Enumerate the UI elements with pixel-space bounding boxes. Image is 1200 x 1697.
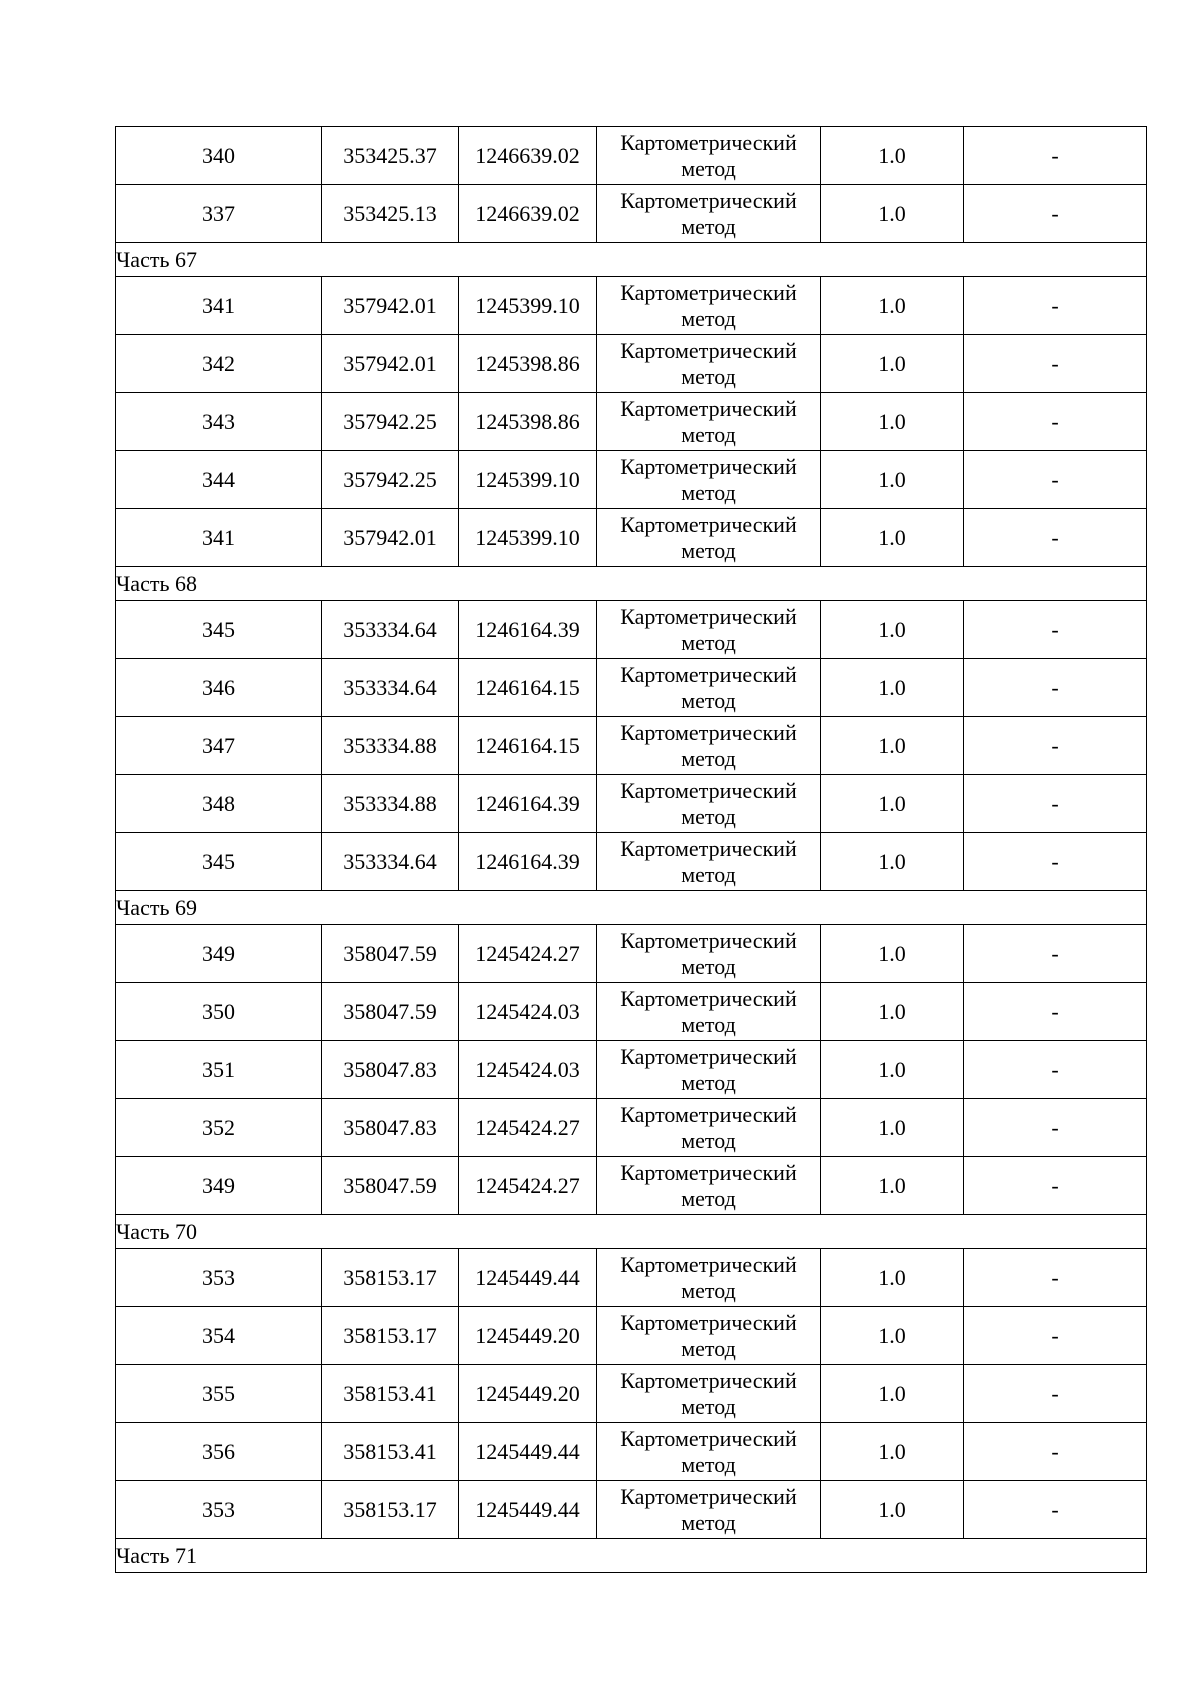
x-coordinate-cell: 353334.88 [322,717,459,775]
method-line1: Картометрический [620,719,797,745]
method-line2: метод [681,861,736,887]
point-number-cell: 337 [116,185,322,243]
method-line1: Картометрический [620,1251,797,1277]
part-label: Часть 68 [116,567,1147,601]
part-label: Часть 70 [116,1215,1147,1249]
method-line2: метод [681,745,736,771]
x-coordinate-cell: 358153.17 [322,1307,459,1365]
point-number-cell: 345 [116,601,322,659]
y-coordinate-cell: 1245399.10 [459,277,597,335]
point-row [116,983,1147,1041]
x-coordinate-cell: 353334.64 [322,659,459,717]
method-line2: метод [681,1335,736,1361]
precision-cell: 1.0 [821,717,964,775]
method-line1: Картометрический [620,927,797,953]
coordinates-table-body [116,127,1147,1573]
method-line1: Картометрический [620,453,797,479]
point-row [116,1249,1147,1307]
note-cell: - [964,833,1147,891]
note-cell: - [964,1157,1147,1215]
precision-cell: 1.0 [821,1481,964,1539]
method-line2: метод [681,213,736,239]
method-cell [597,659,821,717]
x-coordinate-cell: 358153.41 [322,1423,459,1481]
method-line1: Картометрический [620,279,797,305]
y-coordinate-cell: 1245424.03 [459,1041,597,1099]
point-row [116,185,1147,243]
point-row [116,717,1147,775]
method-line1: Картометрический [620,1367,797,1393]
y-coordinate-cell: 1245398.86 [459,335,597,393]
point-row [116,1099,1147,1157]
method-line1: Картометрический [620,1159,797,1185]
x-coordinate-cell: 357942.25 [322,393,459,451]
method-cell [597,983,821,1041]
part-header-row [116,567,1147,601]
precision-cell: 1.0 [821,1307,964,1365]
y-coordinate-cell: 1245424.27 [459,925,597,983]
method-cell [597,601,821,659]
method-line2: метод [681,687,736,713]
method-cell [597,717,821,775]
precision-cell: 1.0 [821,451,964,509]
note-cell: - [964,925,1147,983]
y-coordinate-cell: 1245449.44 [459,1249,597,1307]
y-coordinate-cell: 1246164.15 [459,717,597,775]
method-line1: Картометрический [620,129,797,155]
method-line1: Картометрический [620,337,797,363]
x-coordinate-cell: 358047.59 [322,925,459,983]
precision-cell: 1.0 [821,1157,964,1215]
point-row [116,775,1147,833]
method-cell [597,127,821,185]
x-coordinate-cell: 358153.17 [322,1249,459,1307]
method-cell [597,335,821,393]
point-row [116,1481,1147,1539]
note-cell: - [964,451,1147,509]
method-line2: метод [681,1011,736,1037]
point-row [116,1365,1147,1423]
precision-cell: 1.0 [821,659,964,717]
method-line2: метод [681,1451,736,1477]
method-line1: Картометрический [620,603,797,629]
point-row [116,601,1147,659]
precision-cell: 1.0 [821,509,964,567]
method-line1: Картометрический [620,1043,797,1069]
method-line1: Картометрический [620,511,797,537]
point-row [116,659,1147,717]
part-header-row [116,1215,1147,1249]
method-cell [597,1365,821,1423]
note-cell: - [964,659,1147,717]
method-cell [597,925,821,983]
method-line2: метод [681,305,736,331]
method-cell [597,1481,821,1539]
point-row [116,335,1147,393]
point-row [116,509,1147,567]
point-row [116,127,1147,185]
y-coordinate-cell: 1246164.39 [459,833,597,891]
method-line1: Картометрический [620,985,797,1011]
note-cell: - [964,335,1147,393]
x-coordinate-cell: 358153.17 [322,1481,459,1539]
x-coordinate-cell: 357942.01 [322,277,459,335]
y-coordinate-cell: 1246164.15 [459,659,597,717]
method-line2: метод [681,363,736,389]
note-cell: - [964,775,1147,833]
point-row [116,925,1147,983]
y-coordinate-cell: 1246639.02 [459,185,597,243]
precision-cell: 1.0 [821,393,964,451]
y-coordinate-cell: 1245424.27 [459,1157,597,1215]
point-row [116,1307,1147,1365]
point-number-cell: 355 [116,1365,322,1423]
x-coordinate-cell: 353334.64 [322,601,459,659]
y-coordinate-cell: 1246639.02 [459,127,597,185]
point-number-cell: 349 [116,925,322,983]
part-header-row [116,891,1147,925]
note-cell: - [964,1481,1147,1539]
method-cell [597,1099,821,1157]
point-number-cell: 343 [116,393,322,451]
point-number-cell: 351 [116,1041,322,1099]
note-cell: - [964,277,1147,335]
method-line1: Картометрический [620,1309,797,1335]
method-cell [597,775,821,833]
method-line1: Картометрический [620,661,797,687]
point-number-cell: 349 [116,1157,322,1215]
method-line2: метод [681,1185,736,1211]
precision-cell: 1.0 [821,185,964,243]
x-coordinate-cell: 358047.59 [322,983,459,1041]
coordinates-table [115,126,1147,1573]
method-line2: метод [681,629,736,655]
precision-cell: 1.0 [821,983,964,1041]
precision-cell: 1.0 [821,1365,964,1423]
method-cell [597,509,821,567]
point-number-cell: 344 [116,451,322,509]
precision-cell: 1.0 [821,1249,964,1307]
part-header-row [116,243,1147,277]
point-number-cell: 347 [116,717,322,775]
x-coordinate-cell: 358153.41 [322,1365,459,1423]
point-number-cell: 353 [116,1481,322,1539]
precision-cell: 1.0 [821,1099,964,1157]
x-coordinate-cell: 357942.01 [322,509,459,567]
precision-cell: 1.0 [821,335,964,393]
method-cell [597,1423,821,1481]
method-cell [597,1041,821,1099]
note-cell: - [964,1249,1147,1307]
method-cell [597,393,821,451]
precision-cell: 1.0 [821,925,964,983]
x-coordinate-cell: 357942.25 [322,451,459,509]
x-coordinate-cell: 358047.83 [322,1041,459,1099]
method-line2: метод [681,803,736,829]
method-line2: метод [681,479,736,505]
point-number-cell: 341 [116,277,322,335]
precision-cell: 1.0 [821,1041,964,1099]
point-row [116,277,1147,335]
method-cell [597,1307,821,1365]
point-row [116,1423,1147,1481]
y-coordinate-cell: 1246164.39 [459,775,597,833]
y-coordinate-cell: 1245449.44 [459,1481,597,1539]
method-line2: метод [681,1127,736,1153]
method-cell [597,833,821,891]
method-cell [597,277,821,335]
note-cell: - [964,393,1147,451]
point-number-cell: 348 [116,775,322,833]
point-number-cell: 346 [116,659,322,717]
method-line2: метод [681,421,736,447]
note-cell: - [964,1423,1147,1481]
note-cell: - [964,509,1147,567]
y-coordinate-cell: 1245424.27 [459,1099,597,1157]
part-header-row [116,1539,1147,1573]
note-cell: - [964,127,1147,185]
point-number-cell: 356 [116,1423,322,1481]
method-line2: метод [681,537,736,563]
x-coordinate-cell: 358047.83 [322,1099,459,1157]
method-cell [597,1157,821,1215]
note-cell: - [964,185,1147,243]
point-number-cell: 353 [116,1249,322,1307]
note-cell: - [964,1099,1147,1157]
y-coordinate-cell: 1245449.20 [459,1307,597,1365]
part-label: Часть 69 [116,891,1147,925]
note-cell: - [964,1365,1147,1423]
point-number-cell: 342 [116,335,322,393]
method-line2: метод [681,953,736,979]
y-coordinate-cell: 1245398.86 [459,393,597,451]
note-cell: - [964,1041,1147,1099]
method-line2: метод [681,155,736,181]
method-line2: метод [681,1069,736,1095]
y-coordinate-cell: 1245399.10 [459,451,597,509]
note-cell: - [964,1307,1147,1365]
y-coordinate-cell: 1245449.44 [459,1423,597,1481]
x-coordinate-cell: 353425.13 [322,185,459,243]
point-row [116,393,1147,451]
note-cell: - [964,717,1147,775]
y-coordinate-cell: 1246164.39 [459,601,597,659]
part-label: Часть 71 [116,1539,1147,1573]
precision-cell: 1.0 [821,775,964,833]
point-row [116,451,1147,509]
precision-cell: 1.0 [821,833,964,891]
precision-cell: 1.0 [821,127,964,185]
method-cell [597,1249,821,1307]
x-coordinate-cell: 357942.01 [322,335,459,393]
method-cell [597,185,821,243]
method-line1: Картометрический [620,187,797,213]
method-line1: Картометрический [620,835,797,861]
point-number-cell: 340 [116,127,322,185]
method-line2: метод [681,1509,736,1535]
y-coordinate-cell: 1245399.10 [459,509,597,567]
point-number-cell: 354 [116,1307,322,1365]
point-row [116,1041,1147,1099]
method-line2: метод [681,1277,736,1303]
point-number-cell: 350 [116,983,322,1041]
method-cell [597,451,821,509]
method-line1: Картометрический [620,777,797,803]
point-row [116,1157,1147,1215]
x-coordinate-cell: 353334.64 [322,833,459,891]
part-label: Часть 67 [116,243,1147,277]
method-line2: метод [681,1393,736,1419]
method-line1: Картометрический [620,395,797,421]
y-coordinate-cell: 1245424.03 [459,983,597,1041]
precision-cell: 1.0 [821,1423,964,1481]
note-cell: - [964,601,1147,659]
method-line1: Картометрический [620,1483,797,1509]
y-coordinate-cell: 1245449.20 [459,1365,597,1423]
x-coordinate-cell: 358047.59 [322,1157,459,1215]
point-number-cell: 352 [116,1099,322,1157]
method-line1: Картометрический [620,1425,797,1451]
x-coordinate-cell: 353334.88 [322,775,459,833]
x-coordinate-cell: 353425.37 [322,127,459,185]
point-number-cell: 345 [116,833,322,891]
precision-cell: 1.0 [821,601,964,659]
point-number-cell: 341 [116,509,322,567]
precision-cell: 1.0 [821,277,964,335]
note-cell: - [964,983,1147,1041]
point-row [116,833,1147,891]
method-line1: Картометрический [620,1101,797,1127]
